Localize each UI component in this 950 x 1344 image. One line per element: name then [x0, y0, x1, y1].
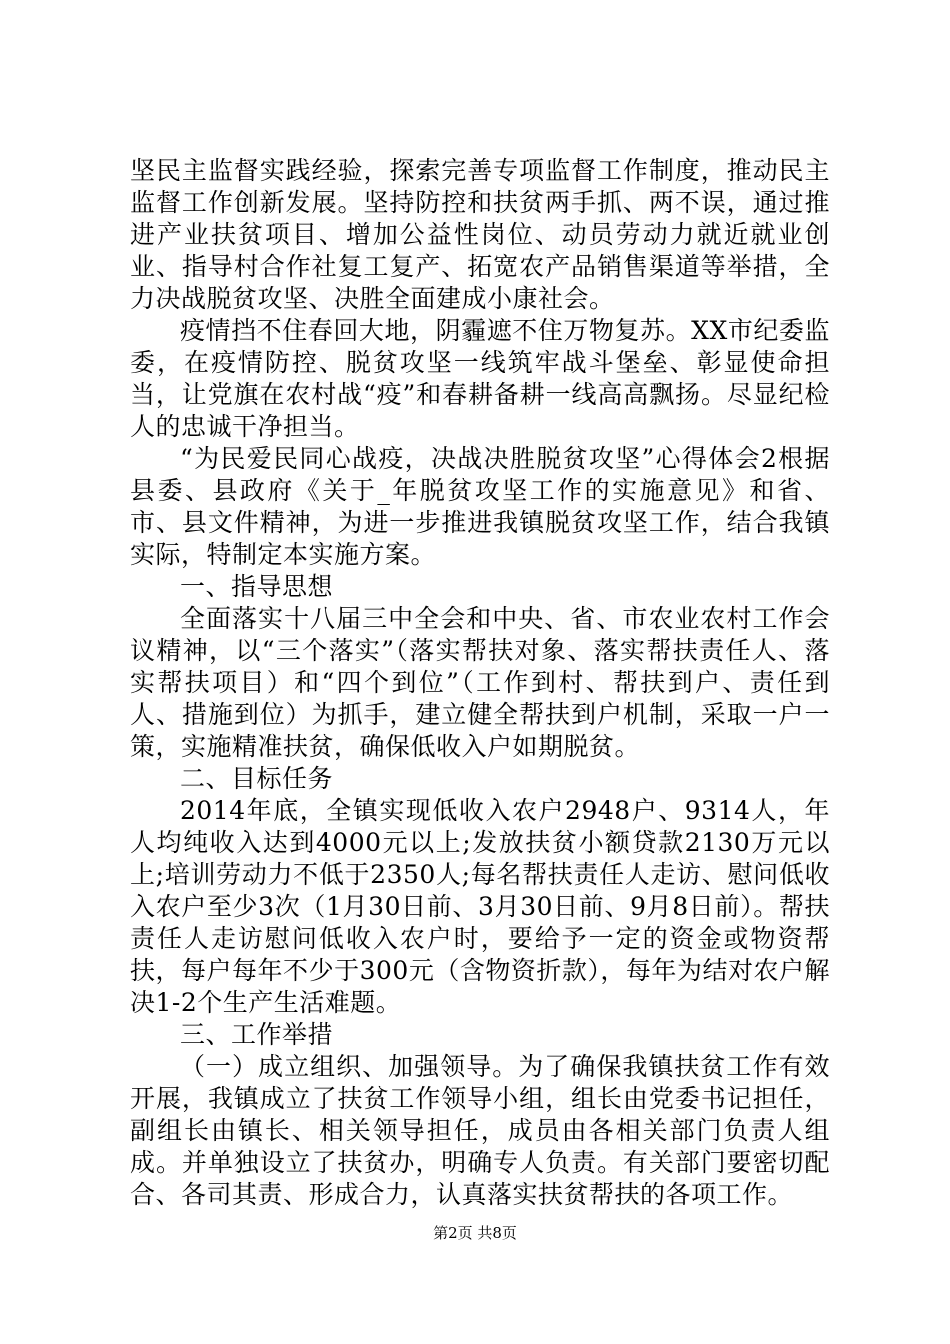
section-heading-1: 一、指导思想: [180, 572, 334, 601]
paragraph-1: 坚民主监督实践经验，探索完善专项监督工作制度，推动民主监督工作创新发展。坚持防控和扶贫两手抓、两不误，通过推进产业扶贫项目、增加公益性岗位、动员劳动力就近就业创业、指导村合作社复工复产、拓宽农产品销售渠道等举措，全力决战脱贫攻坚、决胜全面建成小康社会。: [130, 156, 830, 313]
paragraph-6: （一）成立组织、加强领导。为了确保我镇扶贫工作有效开展，我镇成立了扶贫工作领导小组，组长由党委书记担任，副组长由镇长、相关领导担任，成员由各相关部门负责人组成。并单独设立了扶贫办，明确专人负责。有关部门要密切配合、各司其责、形成合力，认真落实扶贫帮扶的各项工作。: [130, 1052, 830, 1209]
section-heading-2: 二、目标任务: [180, 764, 334, 793]
document-body: [130, 155, 830, 1211]
section-heading-3: 三、工作举措: [180, 1020, 334, 1049]
page-footer: 第2页 共8页: [433, 1224, 517, 1242]
paragraph-3: “为民爱民同心战疫，决战决胜脱贫攻坚”心得体会2根据县委、县政府《关于_年脱贫攻坚工作的实施意见》和省、市、县文件精神，为进一步推进我镇脱贫攻坚工作，结合我镇实际，特制定本实施方案。: [130, 444, 830, 569]
paragraph-5: 2014年底，全镇实现低收入农户2948户、9314人，年人均纯收入达到4000元以上;发放扶贫小额贷款2130万元以上;培训劳动力不低于2350人;每名帮扶责任人走访、慰问低收入农户至少3次（1月30日前、3月30日前、9月8日前）。帮扶责任人走访慰问低收入农户时，要给予一定的资金或物资帮扶，每户每年不少于300元（含物资折款），每年为结对农户解决1-2个生产生活难题。: [130, 796, 830, 1017]
paragraph-4: 全面落实十八届三中全会和中央、省、市农业农村工作会议精神，以“三个落实”（落实帮扶对象、落实帮扶责任人、落实帮扶项目）和“四个到位”（工作到村、帮扶到户、责任到人、措施到位）为抓手，建立健全帮扶到户机制，采取一户一策，实施精准扶贫，确保低收入户如期脱贫。: [130, 604, 830, 761]
paragraph-2: 疫情挡不住春回大地，阴霾遮不住万物复苏。XX市纪委监委，在疫情防控、脱贫攻坚一线筑牢战斗堡垒、彰显使命担当，让党旗在农村战“疫”和春耕备耕一线高高飘扬。尽显纪检人的忠诚干净担当。: [130, 316, 830, 441]
